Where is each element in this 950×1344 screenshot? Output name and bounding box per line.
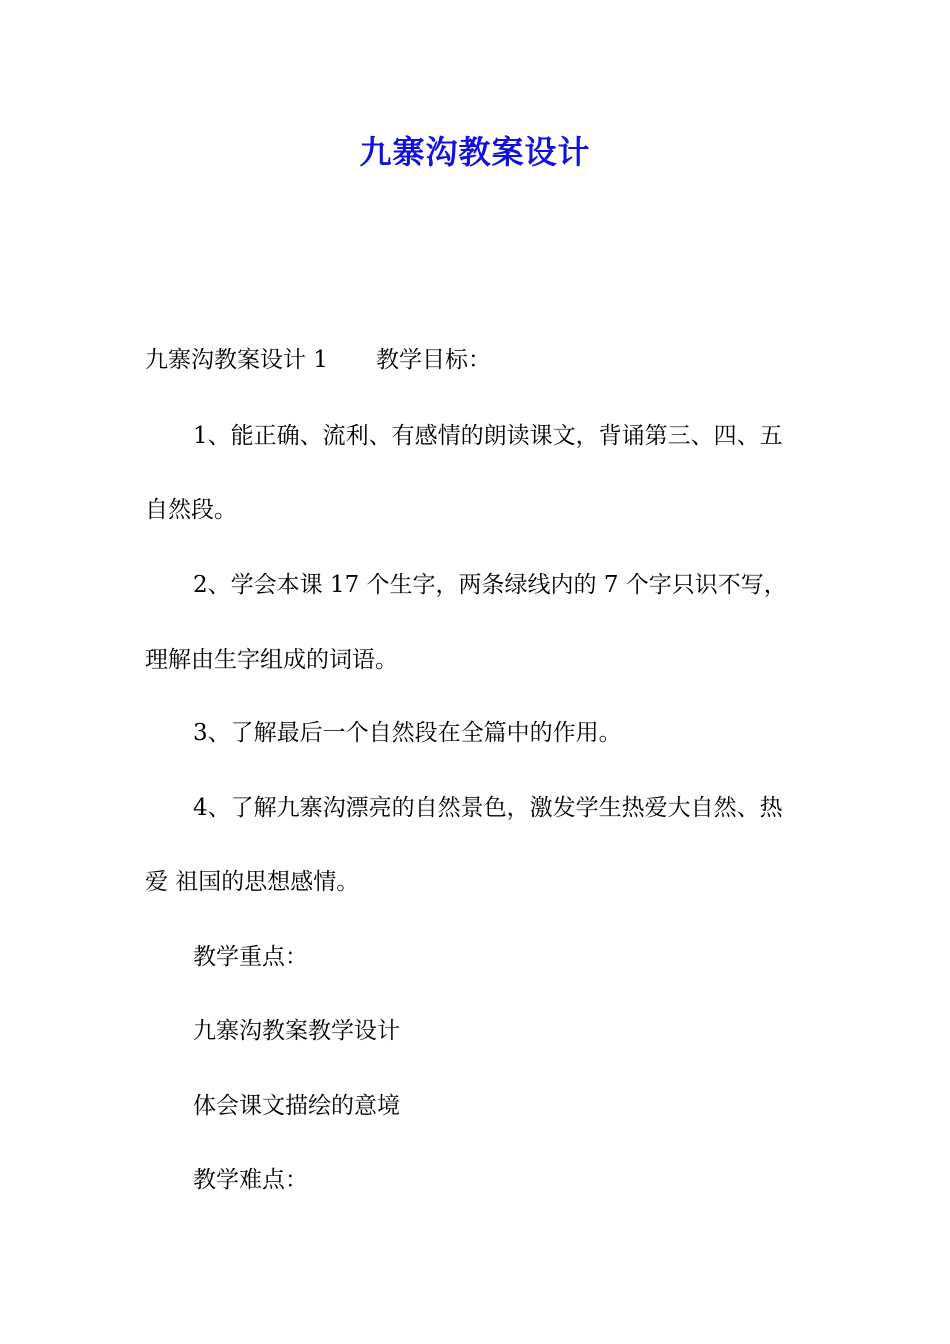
goal-2-line-1: 2、学会本课 17 个生字，两条绿线内的 7 个字只识不写， xyxy=(193,572,787,598)
goal-4-line-1: 4、了解九寨沟漂亮的自然景色，激发学生热爱大自然、热 xyxy=(193,795,783,821)
objectives-heading: 教学目标： xyxy=(375,347,491,373)
difficulty-heading: 教学难点： xyxy=(193,1167,308,1193)
key-points-heading: 教学重点： xyxy=(193,944,308,970)
key-point-item-1: 九寨沟教案教学设计 xyxy=(193,1018,400,1044)
document-title: 九寨沟教案设计 xyxy=(359,133,591,171)
lesson-label: 九寨沟教案设计 1 xyxy=(145,347,328,373)
goal-1-line-1: 1、能正确、流利、有感情的朗读课文，背诵第三、四、五 xyxy=(193,423,783,449)
intro-line xyxy=(145,342,815,378)
goal-1-line-2: 自然段。 xyxy=(145,497,237,523)
goal-4-line-2: 爱 祖国的思想感情。 xyxy=(145,869,360,895)
key-point-item-2: 体会课文描绘的意境 xyxy=(193,1093,400,1119)
goal-2-line-2: 理解由生字组成的词语。 xyxy=(145,647,398,673)
goal-3-line-1: 3、了解最后一个自然段在全篇中的作用。 xyxy=(193,720,622,746)
